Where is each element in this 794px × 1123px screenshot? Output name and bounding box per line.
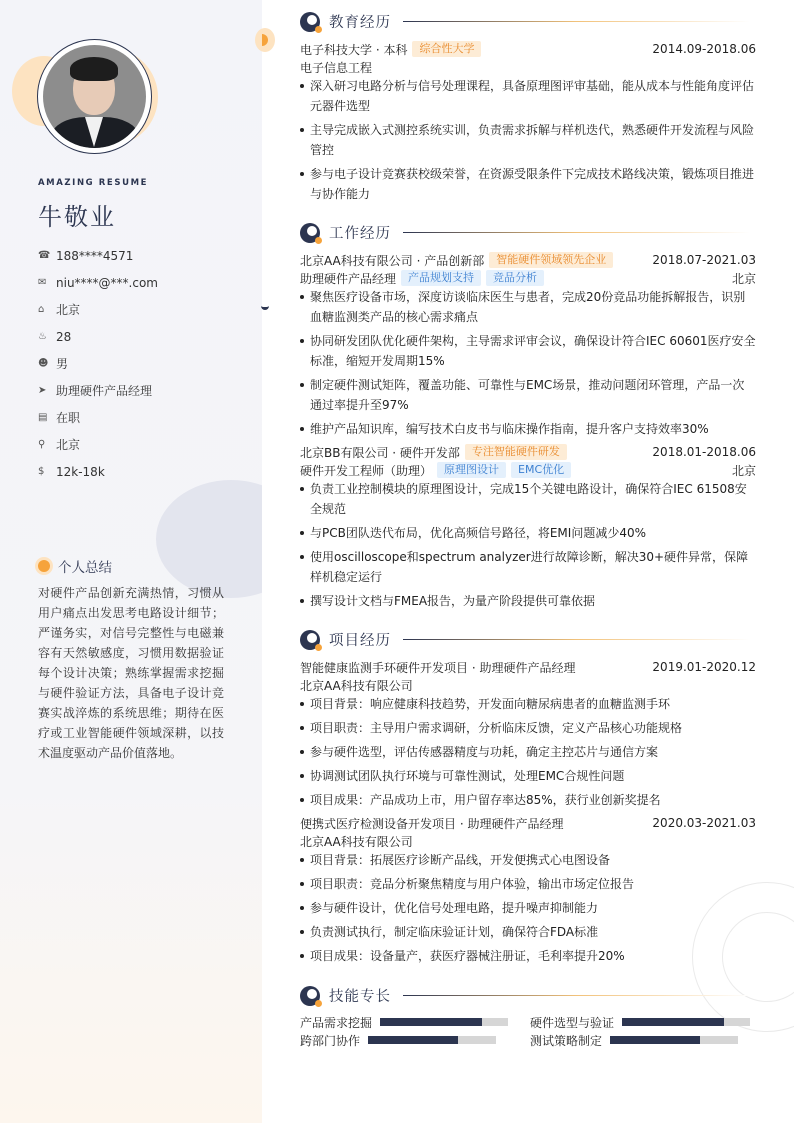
project-company-row: [300, 832, 756, 850]
list-item: 项目背景：拓展医疗诊断产品线，开发便携式心电图设备: [300, 850, 756, 870]
education-header: [300, 40, 756, 58]
skill-name: 跨部门协作: [300, 1033, 361, 1048]
list-item: 参与电子设计竞赛获校级荣誉，在资源受限条件下完成技术路线决策，锻炼项目推进与协作能力: [300, 164, 756, 204]
list-item: 主导完成嵌入式测控系统实训，负责需求拆解与样机迭代，熟悉硬件开发流程与风险管控: [300, 120, 756, 160]
section-icon: [300, 12, 320, 32]
skill-item: [300, 1032, 496, 1048]
info-text: 北京: [56, 438, 81, 452]
job-date: 2018.01-2018.06: [652, 445, 756, 459]
location-icon: ⚲: [38, 439, 46, 450]
info-text: 北京: [56, 303, 81, 317]
info-text: 男: [56, 357, 69, 371]
job-role: 助理硬件产品经理: [300, 271, 397, 286]
skill-bar: [368, 1036, 496, 1044]
project-header: [300, 658, 756, 676]
briefcase-icon: ▤: [38, 412, 48, 423]
resume-tagline: AMAZING RESUME: [38, 178, 149, 188]
projects-heading: [300, 629, 750, 650]
phone-icon: ☎: [38, 250, 51, 261]
job-role-row: [300, 461, 756, 479]
list-item: 维护产品知识库，编写技术白皮书与临床操作指南，提升客户支持效率30%: [300, 419, 756, 439]
list-item: 负责工业控制模块的原理图设计，完成15个关键电路设计，确保符合IEC 61508安全规范: [300, 479, 756, 519]
info-text: 188****4571: [56, 248, 134, 263]
list-item: 项目职责：主导用户需求调研，分析临床反馈，定义产品核心功能规格: [300, 718, 756, 738]
summary-text: 对硬件产品创新充满热情，习惯从用户痛点出发思考电路设计细节；严谨务实，对信号完整性与电磁兼容有天然敏感度，习惯用数据验证每个设计决策；熟练掌握需求挖掘与硬件验证方法，具备电子设计竞赛实战淬炼的系统思维；期待在医疗或工业智能硬件领域深耕，以技术温度驱动产品价值落地。: [38, 586, 224, 760]
project-date: 2020.03-2021.03: [652, 816, 756, 830]
sidebar: [0, 0, 262, 1123]
job-header: [300, 251, 756, 269]
school-name: 电子科技大学 · 本科: [300, 42, 408, 57]
info-row: [38, 377, 248, 404]
project-name: 智能健康监测手环硬件开发项目 · 助理硬件产品经理: [300, 660, 576, 675]
list-item: 聚焦医疗设备市场，深度访谈临床医生与患者，完成20份竞品功能拆解报告，识别血糖监测类产品的核心需求痛点: [300, 287, 756, 327]
project-company-row: [300, 676, 756, 694]
job-role-row: [300, 269, 756, 287]
info-text: 在职: [56, 411, 81, 425]
decorative-crescent: [261, 296, 269, 310]
info-text: 助理硬件产品经理: [56, 384, 153, 398]
list-item: 撰写设计文档与FMEA报告，为量产阶段提供可靠依据: [300, 591, 756, 611]
list-item: 参与硬件选型，评估传感器精度与功耗，确定主控芯片与通信方案: [300, 742, 756, 762]
summary-title: 个人总结: [58, 560, 112, 576]
project-header: [300, 814, 756, 832]
list-item: 制定硬件测试矩阵，覆盖功能、可靠性与EMC场景，推动问题闭环管理，产品一次通过率提升至97%: [300, 375, 756, 415]
info-row: [38, 323, 248, 350]
mail-icon: ✉: [38, 277, 47, 288]
list-item: 深入研习电路分析与信号处理课程，具备原理图评审基础，能从成本与性能角度评估元器件选型: [300, 76, 756, 116]
role-tag: 原理图设计: [437, 462, 506, 478]
info-row: [38, 350, 248, 377]
info-row: [38, 296, 248, 323]
skill-item: [530, 1032, 738, 1048]
education-title: 教育经历: [329, 15, 391, 31]
skill-bar-fill: [368, 1036, 458, 1044]
list-item: 项目背景：响应健康科技趋势，开发面向糖尿病患者的血糖监测手环: [300, 694, 756, 714]
info-row: [38, 269, 248, 296]
info-row: [38, 458, 248, 485]
skills-heading: [300, 985, 750, 1006]
info-text: niu****@***.com: [56, 275, 158, 290]
info-text: 12k-18k: [56, 464, 105, 479]
education-major-row: [300, 58, 756, 76]
section-icon: [300, 223, 320, 243]
project-company: 北京AA科技有限公司: [300, 678, 413, 693]
work-heading: [300, 222, 750, 243]
company-name: 北京BB有限公司 · 硬件开发部: [300, 445, 460, 460]
skill-bar: [380, 1018, 508, 1026]
home-icon: ⌂: [38, 304, 45, 315]
skill-bar-fill: [622, 1018, 724, 1026]
education-major: 电子信息工程: [300, 60, 373, 75]
skill-bar-fill: [380, 1018, 482, 1026]
list-item: 与PCB团队迭代布局，优化高频信号路径，将EMI问题减少40%: [300, 523, 756, 543]
decorative-circle: [156, 480, 262, 598]
skill-bar: [622, 1018, 750, 1026]
school-tag: 综合性大学: [412, 41, 481, 57]
bullet-dot-icon: [38, 560, 50, 572]
send-icon: ➤: [38, 385, 47, 396]
list-item: 项目成果：产品成功上市，用户留存率达85%，获行业创新奖提名: [300, 790, 756, 810]
section-divider: [403, 639, 750, 640]
section-icon: [300, 986, 320, 1006]
gender-icon: ☻: [38, 358, 49, 369]
project-date: 2019.01-2020.12: [652, 660, 756, 674]
contact-info-list: [38, 242, 248, 485]
list-item: 协调测试团队执行环境与可靠性测试，处理EMC合规性问题: [300, 766, 756, 786]
skills-title: 技能专长: [329, 989, 391, 1005]
info-text: 28: [56, 329, 72, 344]
list-item: 负责测试执行，制定临床验证计划，确保符合FDA标准: [300, 922, 756, 942]
section-divider: [403, 21, 750, 22]
list-item: 项目成果：设备量产，获医疗器械注册证，毛利率提升20%: [300, 946, 756, 966]
project-name: 便携式医疗检测设备开发项目 · 助理硬件产品经理: [300, 816, 564, 831]
info-row: [38, 404, 248, 431]
education-date: 2014.09-2018.06: [652, 42, 756, 56]
cake-icon: ♨: [38, 331, 47, 342]
skill-bar-fill: [610, 1036, 700, 1044]
projects-title: 项目经历: [329, 633, 391, 649]
candidate-name: 牛敬业: [38, 203, 116, 231]
job-city: 北京: [731, 463, 756, 478]
skill-bar: [610, 1036, 738, 1044]
job-role: 硬件开发工程师（助理）: [300, 463, 433, 478]
avatar: [43, 45, 146, 148]
section-divider: [403, 995, 750, 996]
job-header: [300, 443, 756, 461]
avatar-frame: [37, 39, 152, 154]
education-heading: [300, 11, 750, 32]
project-company: 北京AA科技有限公司: [300, 834, 413, 849]
work-title: 工作经历: [329, 226, 391, 242]
info-row: [38, 242, 248, 269]
salary-icon: $: [38, 466, 45, 477]
job-date: 2018.07-2021.03: [652, 253, 756, 267]
skill-name: 测试策略制定: [530, 1033, 603, 1048]
list-item: 使用oscilloscope和spectrum analyzer进行故障诊断，解决30+硬件异常，保障样机稳定运行: [300, 547, 756, 587]
role-tag: 竞品分析: [486, 270, 544, 286]
skill-name: 硬件选型与验证: [530, 1015, 615, 1030]
list-item: 项目职责：竞品分析聚焦精度与用户体验，输出市场定位报告: [300, 874, 756, 894]
list-item: 参与硬件设计，优化信号处理电路，提升噪声抑制能力: [300, 898, 756, 918]
role-tag: EMC优化: [511, 462, 571, 478]
company-tag: 专注智能硬件研发: [465, 444, 567, 460]
company-name: 北京AA科技有限公司 · 产品创新部: [300, 253, 485, 268]
section-divider: [403, 232, 750, 233]
job-city: 北京: [731, 271, 756, 286]
company-tag: 智能硬件领域领先企业: [489, 252, 613, 268]
role-tag: 产品规划支持: [401, 270, 481, 286]
section-icon: [300, 630, 320, 650]
skill-item: [300, 1014, 508, 1030]
list-item: 协同研发团队优化硬件架构，主导需求评审会议，确保设计符合IEC 60601医疗安全标准，缩短开发周期15%: [300, 331, 756, 371]
skill-item: [530, 1014, 750, 1030]
skill-name: 产品需求挖掘: [300, 1015, 373, 1030]
summary-heading: [36, 556, 112, 576]
info-row: [38, 431, 248, 458]
